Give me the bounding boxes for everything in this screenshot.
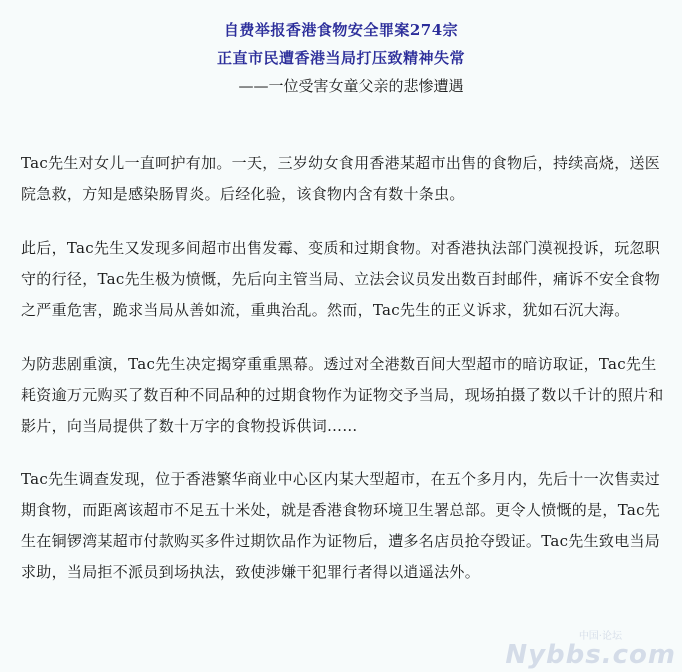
paragraph-2: 此后，Tac先生又发现多间超市出售发霉、变质和过期食物。对香港执法部门漠视投诉，玩忽职守的行径，Tac先生极为愤慨，先后向主管当局、立法会议员发出数百封邮件，痛诉不安全食物之严重危害，跪求当局从善如流，重典治乱。然而，Tac先生的正义诉求，犹如石沉大海。: [21, 239, 661, 319]
headline-line-2: 正直市民遭香港当局打压致精神失常: [216, 49, 465, 67]
article-header: [0, 0, 682, 100]
watermark-subtext: 中国·论坛: [578, 631, 622, 642]
paragraph-3: 为防悲剧重演，Tac先生决定揭穿重重黑幕。透过对全港数百间大型超市的暗访取证，Tac先生耗资逾万元购买了数百种不同品种的过期食物作为证物交予当局，现场拍摄了数以千计的照片和影片，向当局提供了数十万字的食物投诉供词……: [21, 355, 664, 435]
paragraph-4: Tac先生调查发现，位于香港繁华商业中心区内某大型超市，在五个多月内，先后十一次售卖过期食物，而距离该超市不足五十米处，就是香港食物环境卫生署总部。更令人愤慨的是，Tac先生在铜锣湾某超市付款购买多件过期饮品作为证物后，遭多名店员抢夺毁证。Tac先生致电当局求助，当局拒不派员到场执法，致使涉嫌干犯罪行者得以逍遥法外。: [21, 470, 661, 581]
headline-line-1: 自费举报香港食物安全罪案274宗: [223, 21, 459, 39]
article-body: [21, 148, 671, 611]
paragraph-1: Tac先生对女儿一直呵护有加。一天，三岁幼女食用香港某超市出售的食物后，持续高烧，送医院急救，方知是感染肠胃炎。后经化验，该食物内含有数十条虫。: [21, 154, 661, 203]
subheadline: ——一位受害女童父亲的悲惨遭遇: [238, 77, 464, 95]
site-watermark: Nybbs.com: [505, 640, 676, 670]
